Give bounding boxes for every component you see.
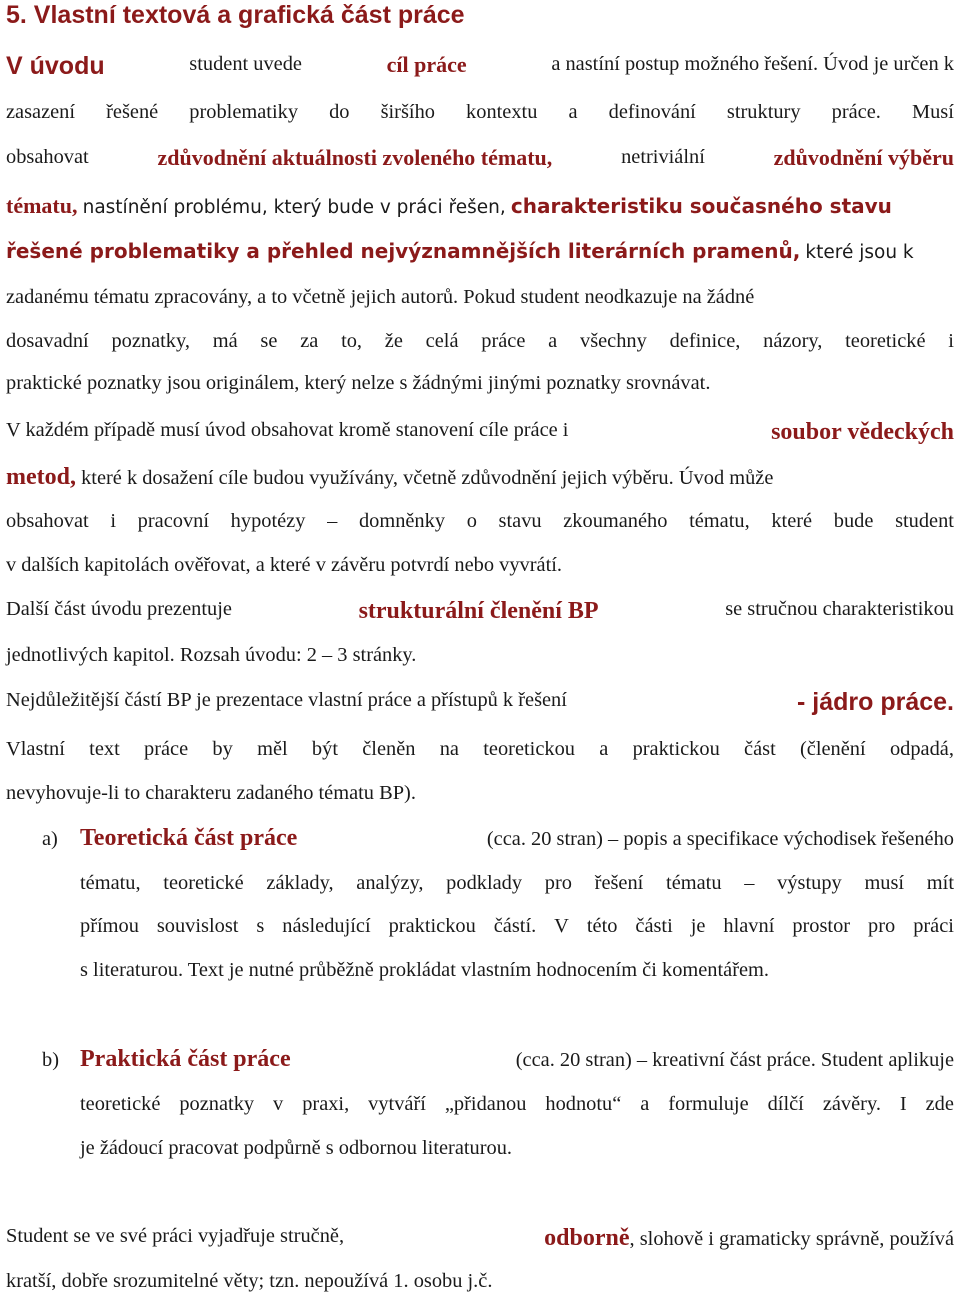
p1-line-3: obsahovat zdůvodnění aktuálnosti zvoleného tématu, netriviální zdůvodnění výběru	[6, 145, 954, 170]
item-a-label: a)	[42, 828, 58, 850]
p4-line-3: nevyhovuje-li to charakteru zadaného tématu BP).	[6, 782, 416, 804]
term-jadro-prace: - jádro práce.	[797, 688, 954, 716]
item-b-line-2: teoretické poznatky v praxi, vytváří „přidanou hodnotu“ a formuluje dílčí závěry. I zde	[80, 1093, 954, 1115]
p1-line-4: tématu, nastínění problému, který bude v práci řešen, charakteristiku současného stavu	[6, 193, 892, 218]
p5-line-1: Student se ve své práci vyjadřuje stručně, odborně, slohově i gramaticky správně, používá	[6, 1225, 954, 1251]
term-strukturalni-cleneni: strukturální členění BP	[358, 598, 599, 624]
term-odborne: odborně	[544, 1225, 630, 1251]
p1-line-1: V úvodu student uvede cíl práce a nastíní postup možného řešení. Úvod je určen k	[6, 52, 954, 80]
p3-line-2: jednotlivých kapitol. Rozsah úvodu: 2 – 3 stránky.	[6, 644, 417, 666]
p1-line-6: zadanému tématu zpracovány, a to včetně jejich autorů. Pokud student neodkazuje na žádné	[6, 286, 755, 308]
p1-line-2: zasazení řešené problematiky do širšího kontextu a definování struktury práce. Musí	[6, 101, 954, 123]
p1-term-cil: cíl práce	[386, 52, 467, 77]
item-b-line-3: je žádoucí pracovat podpůrně s odbornou literaturou.	[80, 1137, 513, 1159]
p4-line-1: Nejdůležitější částí BP je prezentace vlastní práce a přístupů k řešení - jádro práce.	[6, 688, 954, 716]
item-b-line-1: Praktická část práce (cca. 20 stran) – kreativní část práce. Student aplikuje	[80, 1046, 954, 1072]
item-b-title: Praktická část práce	[80, 1046, 291, 1072]
p4-line-2: Vlastní text práce by měl být členěn na teoretickou a praktickou část (členění odpadá,	[6, 738, 954, 760]
item-a-line-4: s literaturou. Text je nutné průběžně prokládat vlastním hodnocením či komentářem.	[80, 959, 770, 981]
item-a-line-3: přímou souvislost s následující praktickou částí. V této části je hlavní prostor pro práci	[80, 915, 954, 937]
p2-line-4: v dalších kapitolách ověřovat, a které v závěru potvrdí nebo vyvrátí.	[6, 554, 563, 576]
p3-line-1: Další část úvodu prezentuje strukturální členění BP se stručnou charakteristikou	[6, 598, 954, 624]
item-a-line-1: Teoretická část práce (cca. 20 stran) – popis a specifikace východisek řešeného	[80, 825, 954, 851]
p1-line-5: řešené problematiky a přehled nejvýznamnějších literárních pramenů, které jsou k	[6, 239, 914, 263]
item-a-line-2: tématu, teoretické základy, analýzy, podklady pro řešení tématu – výstupy musí mít	[80, 872, 954, 894]
item-a-title: Teoretická část práce	[80, 825, 298, 851]
item-b-label: b)	[42, 1049, 59, 1071]
p5-line-2: kratší, dobře srozumitelné věty; tzn. nepoužívá 1. osobu j.č.	[6, 1270, 493, 1292]
p2-line-2: metod, které k dosažení cíle budou využívány, včetně zdůvodnění jejich výběru. Úvod může	[6, 464, 774, 490]
p1-term-uvod: V úvodu	[6, 52, 105, 80]
p2-line-1: V každém případě musí úvod obsahovat kromě stanovení cíle práce i soubor vědeckých	[6, 419, 954, 445]
p1-line-8: praktické poznatky jsou originálem, který nelze s žádnými jinými poznatky srovnávat.	[6, 372, 711, 394]
p1-line-7: dosavadní poznatky, má se za to, že celá práce a všechny definice, názory, teoretické i	[6, 330, 954, 352]
section-heading: 5. Vlastní textová a grafická část práce	[6, 1, 465, 29]
p2-line-3: obsahovat i pracovní hypotézy – domněnky o stavu zkoumaného tématu, které bude student	[6, 510, 954, 532]
